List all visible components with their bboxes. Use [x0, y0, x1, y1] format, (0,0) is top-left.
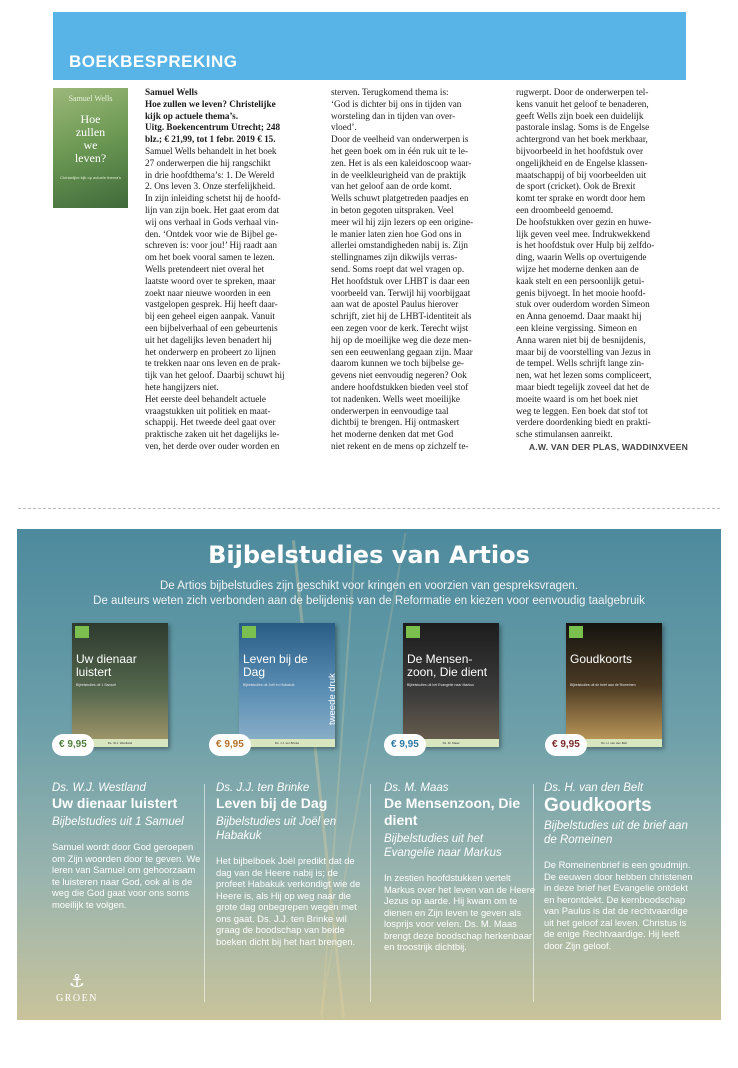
cover-author: Ds. J.J. ten Brinke	[239, 739, 335, 747]
cover-subtitle: Bijbelstudies uit 1 Samuel	[76, 683, 117, 687]
section-divider	[18, 508, 720, 509]
review-text	[331, 87, 503, 453]
text-line: Uitg. Boekencentrum Utrecht; 248	[145, 122, 281, 133]
cover-subtitle: Bijbelstudies uit Joël en Habakuk	[243, 683, 295, 687]
book-author: Ds. M. Maas	[384, 782, 449, 794]
text-line: lijk geven veel mee. Indrukwekkend	[516, 228, 650, 239]
text-line: sche stimulansen aanreikt.	[516, 429, 613, 440]
column-divider	[370, 784, 371, 1002]
text-line: tot nadenken. Wells weet moeilijke	[331, 393, 460, 404]
book-author: Ds. W.J. Westland	[52, 782, 146, 794]
text-line: aan wat de apostel Paulus hierover	[331, 299, 459, 310]
cover-author: Samuel Wells	[68, 94, 113, 103]
text-line: hete hangijzers niet.	[145, 381, 219, 392]
text-line: voorbeeld van. Terwijl hij voorbijgaat	[331, 287, 471, 298]
book-description: De Romeinenbrief is een goudmijn. De eeuwen door hebben christenen in deze brief het Evangelie ontdekt en herontdekt. De kernboodschap van Paulus is dat de rechtvaardige uit het geloof zal leven. Christus is de enige Rechtvaardige. Hij leeft door Zijn geloof.	[544, 859, 693, 951]
text-line: geeft Wells zijn boek een duidelijk	[516, 110, 644, 121]
text-line: lijn van zijn boek. Het gaat erom dat	[145, 204, 280, 215]
series-tag	[569, 626, 583, 638]
review-column-1	[145, 87, 317, 453]
text-line: niet rekent en de mens op zichzelf te-	[331, 440, 469, 451]
book-author: Ds. J.J. ten Brinke	[216, 782, 310, 794]
book-subtitle: Bijbelstudies uit het Evangelie naar Markus	[384, 833, 502, 859]
text-line: ‘God is dichter bij ons in tijden van	[331, 98, 462, 109]
text-line: dichtbij te brengen. Hij ontmaskert	[331, 417, 460, 428]
ad-intro-line: De Artios bijbelstudies zijn geschikt voor kringen en voorzien van gespreksvragen.	[159, 580, 579, 592]
text-line: andere hoofdstukken bieden veel stof	[331, 381, 469, 392]
text-line: weg te leggen. Een boek dat stof tot	[516, 405, 648, 416]
text-line: wij ons verhaal in Gods verhaal vin-	[145, 216, 279, 227]
cover-author: Ds. W.J. Westland	[72, 739, 168, 747]
text-line: bijvoorbeeld in het hoofdstuk over	[516, 145, 644, 156]
book-subtitle: Bijbelstudies uit 1 Samuel	[52, 816, 184, 828]
text-line: achtergrond van het boek merkbaar,	[516, 134, 648, 145]
text-line: allerlei omstandigheden nabij is. Zijn	[331, 240, 469, 251]
text-line: ven, het derde over ouder worden en	[145, 440, 280, 451]
text-line: het onderwerp en probeert zo lijnen	[145, 346, 276, 357]
book-title: Uw dienaar luistert	[52, 795, 178, 811]
cover-title: Goudkoorts	[570, 652, 633, 666]
text-line: van het geloof aan de orde komt.	[331, 181, 452, 192]
text-line: Wells pretendeert niet overal het	[145, 263, 265, 274]
text-line: maar biedt tegelijk zoveel dat het de	[516, 381, 650, 392]
text-line: ongelijkheid en de Engelse klassen-	[516, 157, 648, 168]
text-line: onderwerpen in eenvoudige taal	[331, 405, 449, 416]
text-line: in drie hoofdthema’s: 1. De Wereld	[145, 169, 275, 180]
book-cover-image	[53, 88, 128, 208]
text-line: vloed’.	[331, 122, 357, 133]
text-line: kaak stelt en een persoonlijk getui-	[516, 275, 645, 286]
text-line: praktische zaken uit het dagelijks le-	[145, 429, 280, 440]
text-line: pastorale inslag. Soms is de Engelse	[516, 122, 650, 133]
cover-author: Ds. H. van den Belt	[566, 739, 662, 747]
text-line: vastgelopen gesprek. Hij heeft daar-	[145, 299, 278, 310]
text-line: gevens niet eenvoudig negeren? Ook	[331, 370, 467, 381]
book-subtitle: Bijbelstudies uit Joël en Habakuk	[216, 816, 337, 842]
text-line: om het boek vooral samen te lezen.	[145, 252, 275, 263]
text-line: maatschappij of bij voorbeelden uit	[516, 169, 647, 180]
text-line: in beton gegoten uitspraken. Veel	[331, 204, 454, 215]
text-line: de sport (cricket). Ook de Brexit	[516, 181, 636, 192]
text-line: komt ter sprake en wordt door hem	[516, 193, 646, 204]
text-line: zoekt naar nieuwe woorden in een	[145, 287, 271, 298]
series-tag	[406, 626, 420, 638]
text-line: bij een geheel eigen aanpak. Vanuit	[145, 311, 275, 322]
book-description: Samuel wordt door God geroepen om Zijn woorden door te geven. We leren van Samuel om gehoorzaam te luisteren naar God, ook al is de weg die God gaat voor ons soms moeilijk te volgen.	[52, 841, 201, 910]
cover-title-line: leven?	[74, 151, 107, 165]
cover-title: Leven bij de Dag	[243, 652, 308, 679]
book-info-4	[544, 782, 696, 951]
text-line: vraagstukken uit politiek en maat-	[145, 405, 271, 416]
text-line: Samuel Wells	[145, 87, 198, 97]
review-column-2	[331, 87, 503, 453]
text-line: schrijft, ziet hij de LHBT-identiteit als	[331, 311, 472, 322]
price-badge: € 9,95	[384, 734, 426, 756]
section-label: BOEKBESPREKING	[69, 52, 238, 71]
text-line: ding, waarin Wells op overtuigende	[516, 252, 647, 263]
text-line: laatste woord over te spreken, maar	[145, 275, 276, 286]
text-line: en Anna genoemd. Daar maakt hij	[516, 311, 642, 322]
anchor-icon: ⚓	[68, 971, 86, 992]
cover-title-line: we	[83, 138, 98, 152]
ad-intro	[17, 579, 721, 609]
text-line: Hoe zullen we leven? Christelijke	[145, 98, 276, 109]
book-title: Leven bij de Dag	[216, 795, 328, 811]
text-line: is het hoofdstuk over Hulp bij zelfdo-	[516, 240, 655, 251]
text-line: wijze het moderne denken aan de	[516, 263, 639, 274]
cover-title-line: zullen	[75, 125, 106, 139]
text-line: een kleine vergissing. Simeon en	[516, 322, 638, 333]
cover-title-line: Hoe	[80, 112, 101, 126]
text-line: Anna waren niet bij de besnijdenis,	[516, 334, 646, 345]
price-badge: € 9,95	[52, 734, 94, 756]
text-line: een zegen voor de kerk. Terecht wijst	[331, 322, 469, 333]
text-line: verdere doordenking biedt en prakti-	[516, 417, 651, 428]
cover-subtitle: Bijbelstudies uit het Evangelie naar Markus	[407, 683, 474, 687]
review-column-3	[516, 87, 688, 454]
ad-title: Bijbelstudies van Artios	[208, 541, 530, 569]
text-line: De hoofstukken over gezin en huwe-	[516, 216, 652, 227]
book-cover-goudkoorts[interactable]	[566, 623, 662, 747]
book-description: Het bijbelboek Joël predikt dat de dag van de Heere nabij is; de profeet Habakuk verkondigt wie de Heere is, als Hij op weg naar die grote dag onbegrepen wegen met ons gaat. Ds. J.J. ten Brinke wil graag de boodschap van beide boeken dicht bij het hart brengen.	[216, 855, 361, 947]
book-cover-leven-bij-de-dag[interactable]	[239, 623, 335, 747]
text-line: moeite waard is om het boek niet	[516, 393, 638, 404]
book-cover-uw-dienaar-luistert[interactable]	[72, 623, 168, 747]
text-line: nen, wat het lezen soms compliceert,	[516, 370, 652, 381]
text-line: zen. Het is als een kaleidoscoop waar-	[331, 157, 472, 168]
book-info-1	[52, 782, 204, 910]
text-line: in de veelkleurigheid van de praktijk	[331, 169, 466, 180]
text-line: het moderne denken dat met God	[331, 429, 454, 440]
text-line: kens vanuit het geloof te benaderen,	[516, 98, 649, 109]
book-info-2	[216, 782, 368, 947]
text-line: stuk over ouderdom worden Simeon	[516, 299, 650, 310]
text-line: kijk op actuele thema’s.	[145, 110, 239, 121]
text-line: den. ‘Ontdek voor wie de Bijbel ge-	[145, 228, 278, 239]
text-line: blz.; € 21,99, tot 1 febr. 2019 € 15.	[145, 134, 276, 145]
book-cover-de-mensenzoon[interactable]	[403, 623, 499, 747]
text-line: maar bij de voorstelling van Jezus in	[516, 346, 651, 357]
cover-subtitle: Christelijke kijk op actuele thema's	[59, 175, 121, 180]
text-line: Samuel Wells behandelt in het boek	[145, 145, 277, 156]
text-line: 27 onderwerpen die hij rangschikt	[145, 157, 271, 168]
text-line: rugwerpt. Door de onderwerpen tel-	[516, 87, 649, 97]
text-line: Het hoofdstuk over LHBT is daar een	[331, 275, 470, 286]
book-subtitle: Bijbelstudies uit de brief aan de Romeinen	[544, 820, 688, 846]
text-line: In zijn inleiding schetst hij de hoofd-	[145, 193, 281, 204]
book-details	[145, 87, 317, 146]
text-line: stellingnames zijn dikwijls verras-	[331, 252, 458, 263]
text-line: schappij. Het tweede deel gaat over	[145, 417, 276, 428]
text-line: tijk van het geloof. Daarbij schuwt hij	[145, 370, 285, 381]
ad-intro-line: De auteurs weten zich verbonden aan de belijdenis van de Reformatie en kiezen voor eenvoudig taalgebruik	[93, 595, 645, 607]
text-line: een droombeeld genoemd.	[516, 204, 614, 215]
text-line: Door de veelheid van onderwerpen is	[331, 134, 469, 145]
review-text	[516, 87, 688, 441]
text-line: meer wil hij zijn lezers op een origine-	[331, 216, 474, 227]
series-tag	[242, 626, 256, 638]
text-line: Het eerste deel behandelt actuele	[145, 393, 266, 404]
text-line: le manier laten zien hoe God ons in	[331, 228, 462, 239]
column-divider	[204, 784, 205, 1002]
book-title: De Mensenzoon, Die dient	[384, 795, 521, 828]
cover-subtitle: Bijbelstudies uit de brief aan de Romeinen	[570, 683, 636, 687]
text-line: schreven is: voor jou!’ Hij raadt aan	[145, 240, 277, 251]
cover-title: Uw dienaar luistert	[76, 652, 137, 679]
text-line: sen een eeuwenlang gegaan zijn. Maar	[331, 346, 473, 357]
text-line: te trekken naar ons leven en de prak-	[145, 358, 281, 369]
review-text	[145, 146, 317, 453]
text-line: hij op de moeilijke weg die deze men-	[331, 334, 472, 345]
publisher-name: GROEN	[56, 993, 98, 1004]
text-line: daarom kunnen we toch bijbelse ge-	[331, 358, 464, 369]
text-line: sterven. Terugkomend thema is:	[331, 87, 449, 97]
book-author: Ds. H. van den Belt	[544, 782, 644, 794]
price-badge: € 9,95	[209, 734, 251, 756]
advertisement	[17, 529, 721, 1020]
text-line: Wells schuwt platgetreden paadjes en	[331, 193, 469, 204]
reviewer-signature: A.W. VAN DER PLAS, WADDINXVEEN	[528, 441, 688, 452]
book-title: Goudkoorts	[544, 795, 652, 816]
book-info-3	[384, 782, 536, 953]
cover-title: De Mensen-zoon, Die dient	[407, 652, 488, 679]
text-line: worsteling dan in tijden van over-	[331, 110, 456, 121]
text-line: de tempel. Wells schrijft lange zin-	[516, 358, 645, 369]
text-line: het geen boek om in één ruk uit te le-	[331, 145, 469, 156]
text-line: genis bijvoegt. In het mooie hoofd-	[516, 287, 646, 298]
publisher-logo	[51, 973, 103, 1004]
text-line: een bijbelverhaal of een gebeurtenis	[145, 322, 278, 333]
price-badge: € 9,95	[545, 734, 587, 756]
book-description: In zestien hoofdstukken vertelt Markus over het leven van de Heere Jezus op aarde. Hij kwam om te dienen en Zijn leven te geven als losprijs voor velen. Ds. M. Maas brengt deze boodschap herkenbaar en troostrijk dichtbij.	[384, 872, 536, 952]
section-header	[53, 12, 686, 80]
cover-title	[57, 113, 124, 165]
text-line: send. Soms roept dat wel vragen op.	[331, 263, 465, 274]
text-line: uit het dagelijks leven benadert hij	[145, 334, 272, 345]
series-tag	[75, 626, 89, 638]
cover-author: Ds. M. Maas	[403, 739, 499, 747]
second-print-note: tweede druk	[327, 673, 338, 725]
text-line: 2. Ons leven 3. Onze sterfelijkheid.	[145, 181, 276, 192]
